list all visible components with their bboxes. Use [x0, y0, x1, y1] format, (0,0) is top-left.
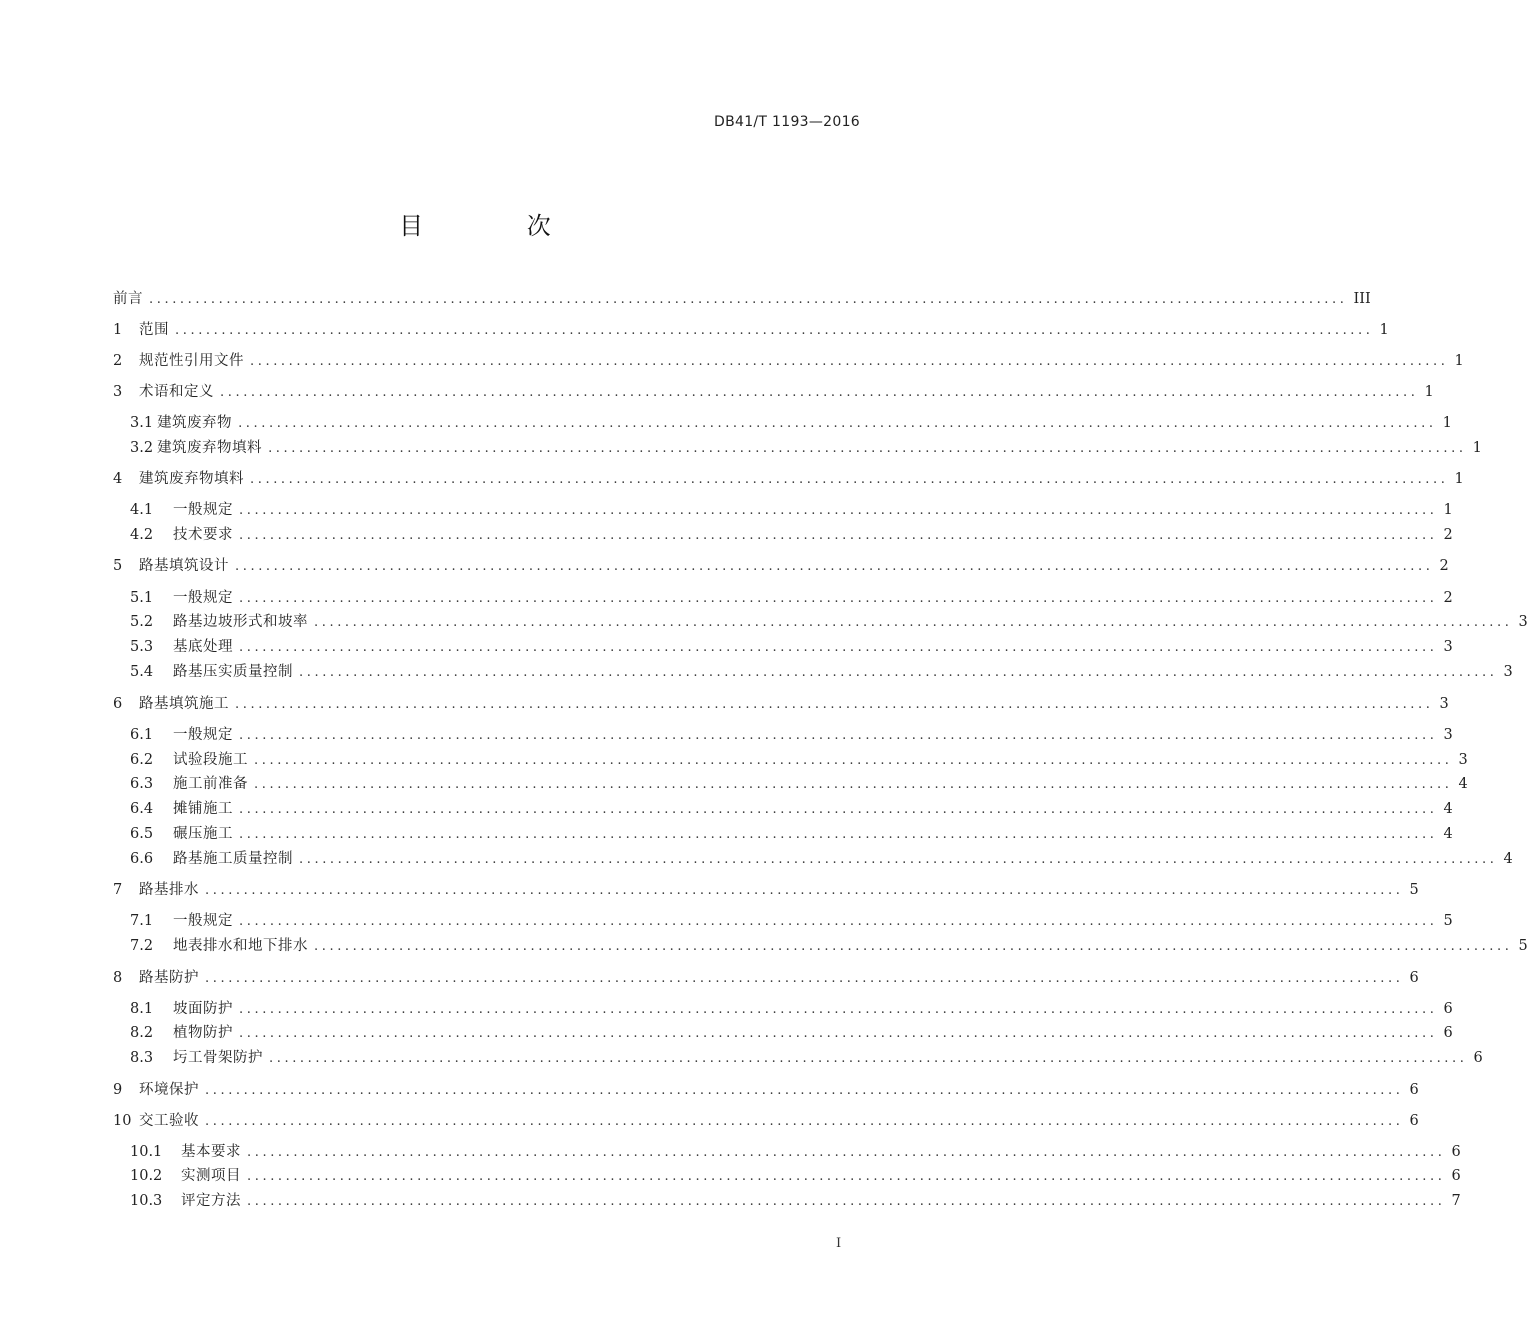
toc-entry-page: 6 — [1443, 1001, 1453, 1017]
toc-entry-page: 3 — [1458, 752, 1468, 768]
toc-title: 目 次 — [399, 212, 599, 240]
toc-entry-number: 6.4 — [130, 801, 154, 817]
toc-dot-leader: ........................................................................................................................................................... — [175, 323, 1374, 338]
toc-dot-leader: ........................................................................................................................................................... — [239, 827, 1438, 842]
toc-entry-label: 路基施工质量控制 — [173, 851, 293, 867]
toc-entry-page: 4 — [1443, 801, 1453, 817]
toc-entry[interactable] — [113, 967, 1419, 989]
toc-dot-leader: ........................................................................................................................................................... — [247, 1194, 1446, 1209]
toc-dot-leader: ........................................................................................................................................................... — [239, 914, 1438, 929]
toc-dot-leader: ........................................................................................................................................................... — [238, 416, 1437, 431]
toc-entry[interactable] — [130, 773, 1468, 795]
toc-entry[interactable] — [130, 1165, 1461, 1187]
toc-entry[interactable] — [130, 998, 1453, 1020]
toc-entry-page: 3 — [1439, 696, 1449, 712]
toc-entry-label: 植物防护 — [173, 1025, 233, 1041]
toc-entry-label: 圬工骨架防护 — [173, 1050, 263, 1066]
toc-entry-number: 4.2 — [130, 527, 154, 543]
toc-dot-leader: ........................................................................................................................................................... — [250, 354, 1449, 369]
toc-entry-page: 6 — [1443, 1025, 1453, 1041]
toc-entry[interactable] — [113, 555, 1449, 577]
toc-entry[interactable] — [113, 288, 1371, 310]
toc-entry-number: 3 — [113, 384, 123, 400]
toc-entry[interactable] — [113, 319, 1389, 341]
toc-dot-leader: ........................................................................................................................................................... — [239, 728, 1438, 743]
toc-entry-page: 1 — [1472, 440, 1482, 456]
toc-entry[interactable] — [130, 636, 1453, 658]
toc-entry-page: 3 — [1443, 639, 1453, 655]
toc-dot-leader: ........................................................................................................................................................... — [205, 971, 1404, 986]
toc-entry-number: 8.1 — [130, 1001, 154, 1017]
toc-entry-label: 路基填筑设计 — [139, 558, 229, 574]
toc-entry-page: 1 — [1454, 353, 1464, 369]
toc-entry-number: 5.4 — [130, 664, 154, 680]
toc-entry[interactable] — [130, 823, 1453, 845]
page-number: I — [836, 1236, 842, 1251]
toc-entry-page: 4 — [1503, 851, 1513, 867]
toc-entry-number: 2 — [113, 353, 123, 369]
toc-entry-page: 2 — [1443, 590, 1453, 606]
toc-entry[interactable] — [113, 381, 1434, 403]
toc-entry[interactable] — [130, 798, 1453, 820]
toc-entry-number: 5 — [113, 558, 123, 574]
toc-entry-page: 1 — [1442, 415, 1452, 431]
toc-entry[interactable] — [113, 1079, 1419, 1101]
toc-entry-label: 路基排水 — [139, 882, 199, 898]
toc-entry-label: 基底处理 — [173, 639, 233, 655]
toc-entry[interactable] — [130, 910, 1453, 932]
toc-entry[interactable] — [130, 661, 1513, 683]
toc-entry[interactable] — [113, 879, 1419, 901]
toc-dot-leader: ........................................................................................................................................................... — [247, 1145, 1446, 1160]
toc-entry-page: 1 — [1454, 471, 1464, 487]
toc-entry-label: 前言 — [113, 291, 143, 307]
toc-entry[interactable] — [130, 499, 1453, 521]
toc-entry-number: 9 — [113, 1082, 123, 1098]
toc-entry-number: 10.2 — [130, 1168, 163, 1184]
doc-code: DB41/T 1193—2016 — [714, 114, 860, 130]
toc-entry-number: 8 — [113, 970, 123, 986]
toc-entry-number: 4 — [113, 471, 123, 487]
toc-dot-leader: ........................................................................................................................................................... — [254, 753, 1453, 768]
toc-entry-label: 建筑废弃物填料 — [157, 440, 263, 456]
toc-entry-page: 6 — [1451, 1144, 1461, 1160]
toc-dot-leader: ........................................................................................................................................................... — [239, 640, 1438, 655]
toc-entry-page: 6 — [1451, 1168, 1461, 1184]
toc-dot-leader: ........................................................................................................................................................... — [239, 528, 1438, 543]
toc-entry-number: 6.3 — [130, 776, 154, 792]
toc-entry-page: 1 — [1443, 502, 1453, 518]
toc-dot-leader: ........................................................................................................................................................... — [268, 441, 1467, 456]
toc-entry[interactable] — [130, 749, 1468, 771]
toc-entry-number: 5.2 — [130, 614, 154, 630]
toc-dot-leader: ........................................................................................................................................................... — [235, 697, 1434, 712]
toc-dot-leader: ........................................................................................................................................................... — [299, 852, 1498, 867]
toc-dot-leader: ........................................................................................................................................................... — [314, 939, 1513, 954]
toc-entry[interactable] — [113, 468, 1464, 490]
toc-entry-label: 范围 — [139, 322, 169, 338]
toc-entry-label: 坡面防护 — [173, 1001, 233, 1017]
toc-dot-leader: ........................................................................................................................................................... — [247, 1169, 1446, 1184]
toc-entry-page: 2 — [1443, 527, 1453, 543]
toc-entry-page: 6 — [1409, 970, 1419, 986]
toc-entry-number: 3.2 — [130, 440, 154, 456]
toc-entry-number: 6 — [113, 696, 123, 712]
toc-entry-number: 3.1 — [130, 415, 154, 431]
toc-entry-label: 一般规定 — [173, 727, 233, 743]
toc-entry-page: 5 — [1518, 938, 1528, 954]
toc-entry-number: 7.1 — [130, 913, 154, 929]
toc-dot-leader: ........................................................................................................................................................... — [239, 1026, 1438, 1041]
toc-entry[interactable] — [113, 693, 1449, 715]
toc-dot-leader: ........................................................................................................................................................... — [149, 292, 1348, 307]
toc-entry-label: 路基压实质量控制 — [173, 664, 293, 680]
toc-dot-leader: ........................................................................................................................................................... — [254, 777, 1453, 792]
toc-entry-page: 6 — [1473, 1050, 1483, 1066]
toc-entry-label: 路基防护 — [139, 970, 199, 986]
toc-dot-leader: ........................................................................................................................................................... — [205, 883, 1404, 898]
toc-dot-leader: ........................................................................................................................................................... — [239, 802, 1438, 817]
toc-dot-leader: ........................................................................................................................................................... — [269, 1051, 1468, 1066]
toc-dot-leader: ........................................................................................................................................................... — [239, 1002, 1438, 1017]
toc-entry-page: 6 — [1409, 1113, 1419, 1129]
toc-dot-leader: ........................................................................................................................................................... — [235, 559, 1434, 574]
toc-entry-label: 技术要求 — [173, 527, 233, 543]
toc-entry-number: 8.2 — [130, 1025, 154, 1041]
toc-entry[interactable] — [113, 350, 1464, 372]
toc-entry-page: III — [1353, 291, 1371, 307]
toc-dot-leader: ........................................................................................................................................................... — [205, 1114, 1404, 1129]
toc-entry-number: 1 — [113, 322, 123, 338]
toc-entry-number: 10.1 — [130, 1144, 163, 1160]
toc-entry-page: 3 — [1443, 727, 1453, 743]
toc-entry-label: 规范性引用文件 — [139, 353, 244, 369]
toc-entry-page: 1 — [1379, 322, 1389, 338]
toc-entry-page: 5 — [1409, 882, 1419, 898]
toc-entry-label: 实测项目 — [181, 1168, 241, 1184]
toc-entry[interactable] — [130, 412, 1452, 434]
toc-entry-label: 建筑废弃物 — [157, 415, 233, 431]
toc-entry-page: 4 — [1443, 826, 1453, 842]
toc-entry-label: 一般规定 — [173, 502, 233, 518]
toc-entry[interactable] — [130, 848, 1513, 870]
toc-entry-number: 5.1 — [130, 590, 154, 606]
toc-entry-label: 交工验收 — [139, 1113, 199, 1129]
toc-entry-label: 一般规定 — [173, 590, 233, 606]
toc-entry-number: 6.5 — [130, 826, 154, 842]
toc-entry-number: 6.2 — [130, 752, 154, 768]
toc-entry-number: 7 — [113, 882, 123, 898]
toc-entry-number: 7.2 — [130, 938, 154, 954]
toc-dot-leader: ........................................................................................................................................................... — [239, 591, 1438, 606]
toc-entry[interactable] — [130, 1141, 1461, 1163]
toc-entry-number: 8.3 — [130, 1050, 154, 1066]
toc-entry[interactable] — [130, 524, 1453, 546]
toc-dot-leader: ........................................................................................................................................................... — [250, 472, 1449, 487]
toc-entry-label: 基本要求 — [181, 1144, 241, 1160]
toc-dot-leader: ........................................................................................................................................................... — [239, 503, 1438, 518]
toc-entry[interactable] — [130, 587, 1453, 609]
toc-entry[interactable] — [130, 935, 1528, 957]
toc-entry[interactable] — [130, 1047, 1483, 1069]
toc-entry-label: 地表排水和地下排水 — [173, 938, 308, 954]
toc-entry-label: 术语和定义 — [139, 384, 214, 400]
toc-entry[interactable] — [130, 724, 1453, 746]
toc-entry[interactable] — [113, 1110, 1419, 1132]
toc-entry-label: 路基边坡形式和坡率 — [173, 614, 308, 630]
toc-entry-number: 4.1 — [130, 502, 154, 518]
toc-entry-number: 5.3 — [130, 639, 154, 655]
toc-entry-label: 试验段施工 — [173, 752, 248, 768]
toc-entry-label: 一般规定 — [173, 913, 233, 929]
toc-dot-leader: ........................................................................................................................................................... — [205, 1083, 1404, 1098]
toc-entry-page: 3 — [1518, 614, 1528, 630]
toc-entry-page: 5 — [1443, 913, 1453, 929]
toc-entry-number: 6.1 — [130, 727, 154, 743]
toc-entry-label: 摊铺施工 — [173, 801, 233, 817]
toc-entry-page: 2 — [1439, 558, 1449, 574]
toc-entry[interactable] — [130, 611, 1528, 633]
toc-entry-page: 7 — [1451, 1193, 1461, 1209]
toc-dot-leader: ........................................................................................................................................................... — [299, 665, 1498, 680]
toc-entry-label: 建筑废弃物填料 — [139, 471, 244, 487]
toc-entry-number: 6.6 — [130, 851, 154, 867]
toc-entry[interactable] — [130, 1190, 1461, 1212]
toc-entry-number: 10 — [113, 1113, 132, 1129]
toc-entry-page: 4 — [1458, 776, 1468, 792]
toc-entry-label: 施工前准备 — [173, 776, 248, 792]
toc-entry[interactable] — [130, 1022, 1453, 1044]
toc-entry[interactable] — [130, 437, 1482, 459]
toc-entry-label: 路基填筑施工 — [139, 696, 229, 712]
toc-entry-page: 6 — [1409, 1082, 1419, 1098]
toc-dot-leader: ........................................................................................................................................................... — [220, 385, 1419, 400]
toc-dot-leader: ........................................................................................................................................................... — [314, 615, 1513, 630]
toc-entry-page: 3 — [1503, 664, 1513, 680]
toc-entry-label: 碾压施工 — [173, 826, 233, 842]
toc-entry-label: 环境保护 — [139, 1082, 199, 1098]
toc-entry-page: 1 — [1424, 384, 1434, 400]
toc-entry-label: 评定方法 — [181, 1193, 241, 1209]
toc-entry-number: 10.3 — [130, 1193, 163, 1209]
